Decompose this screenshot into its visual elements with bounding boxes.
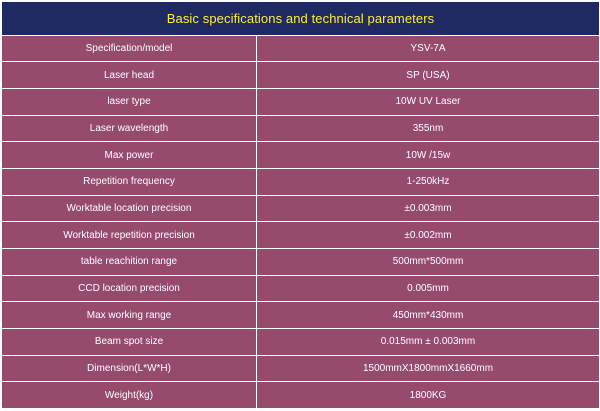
table-row [2,248,600,275]
table-row [2,222,600,249]
table-row [2,169,600,196]
row-value: ±0.002mm [257,222,600,249]
row-value: 10W UV Laser [257,89,600,116]
row-value: 10W /15w [257,142,600,169]
table-row [2,382,600,409]
table-row [2,195,600,222]
table-row [2,275,600,302]
row-label: Repetition frequency [2,169,257,196]
spec-table [1,1,600,409]
row-label: Weight(kg) [2,382,257,409]
row-label: Dimension(L*W*H) [2,355,257,382]
row-label: Laser wavelength [2,115,257,142]
table-row [2,115,600,142]
table-row [2,62,600,89]
row-value: 0.005mm [257,275,600,302]
row-value: ±0.003mm [257,195,600,222]
row-label: Laser head [2,62,257,89]
row-label: table reachition range [2,248,257,275]
row-label: Max working range [2,302,257,329]
row-label: Max power [2,142,257,169]
row-value: 1800KG [257,382,600,409]
row-label: Beam spot size [2,328,257,355]
row-label: Specification/model [2,35,257,62]
row-value: YSV-7A [257,35,600,62]
row-value: 1-250kHz [257,169,600,196]
table-row [2,355,600,382]
table-title-row [2,2,600,36]
row-value: 450mm*430mm [257,302,600,329]
row-value: 500mm*500mm [257,248,600,275]
row-value: 0.015mm ± 0.003mm [257,328,600,355]
table-row [2,142,600,169]
row-label: laser type [2,89,257,116]
table-row [2,328,600,355]
table-row [2,35,600,62]
row-label: Worktable location precision [2,195,257,222]
row-label: CCD location precision [2,275,257,302]
row-label: Worktable repetition precision [2,222,257,249]
row-value: 355nm [257,115,600,142]
row-value: 1500mmX1800mmX1660mm [257,355,600,382]
row-value: SP (USA) [257,62,600,89]
table-title: Basic specifications and technical parameters [2,2,600,36]
table-row [2,302,600,329]
table-row [2,89,600,116]
